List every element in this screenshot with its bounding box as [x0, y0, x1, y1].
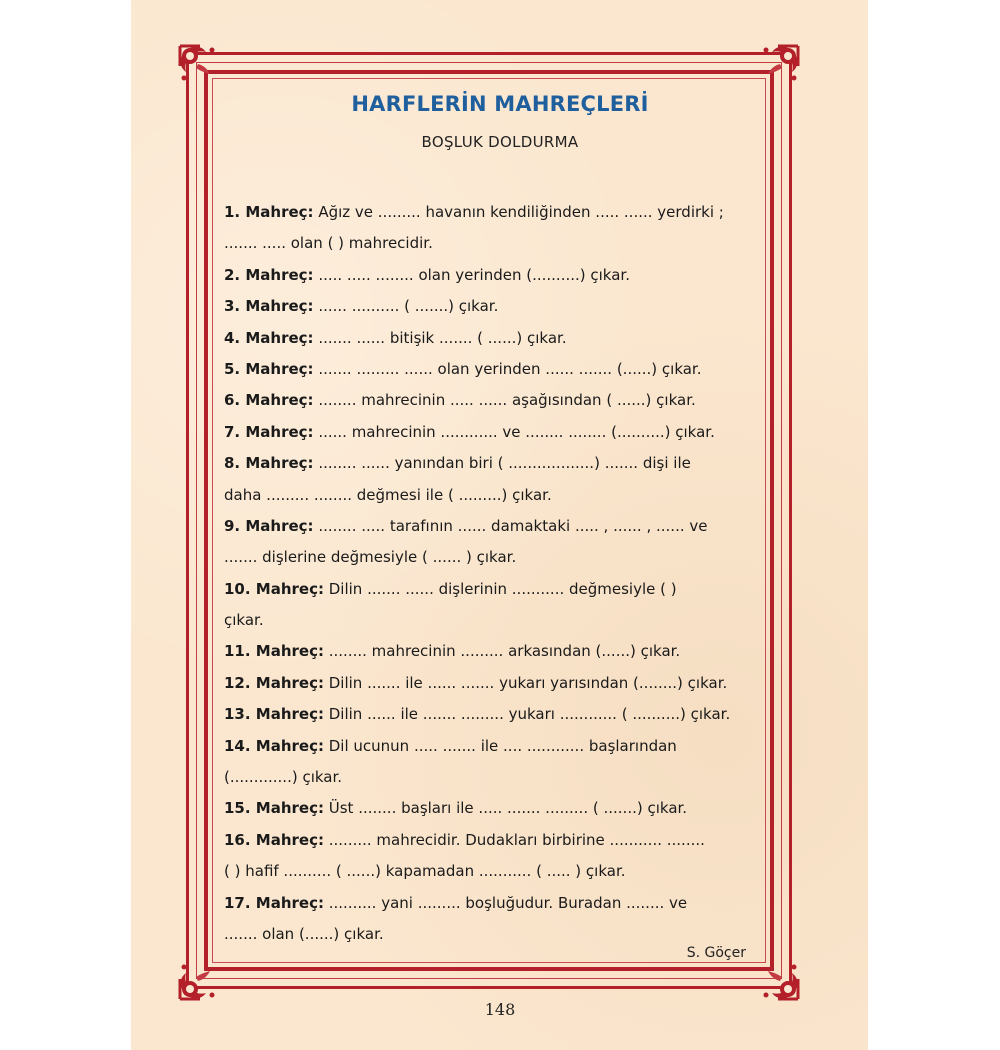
item-text: ........ ...... yanından biri ( ..................) ....... dişi ile — [313, 454, 691, 473]
item-text: daha ......... ........ değmesi ile ( .........) çıkar. — [224, 485, 552, 504]
item-label: 17. Mahreç: — [224, 893, 324, 912]
item-label: 1. Mahreç: — [224, 203, 314, 221]
list-item — [224, 354, 769, 385]
list-item — [224, 636, 769, 667]
item-text: ........ mahrecinin ..... ...... aşağısından ( ......) çıkar. — [313, 391, 696, 410]
list-item — [224, 762, 769, 793]
page-title: HARFLERİN MAHREÇLERİ — [351, 92, 649, 116]
page-subtitle: BOŞLUK DOLDURMA — [421, 133, 579, 151]
list-item — [224, 448, 769, 479]
item-label: 10. Mahreç: — [224, 579, 324, 598]
item-text: ....... ..... olan ( ) mahrecidir. — [224, 234, 433, 253]
list-item — [224, 197, 769, 228]
item-label: 14. Mahreç: — [224, 736, 324, 755]
item-label: 4. Mahreç: — [224, 328, 314, 347]
floral-corner-ornament-icon — [754, 42, 802, 90]
floral-corner-ornament-icon — [176, 955, 224, 1003]
item-label: 15. Mahreç: — [224, 799, 324, 818]
list-item — [224, 574, 769, 605]
item-text: ....... dişlerine değmesiyle ( ...... ) çıkar. — [224, 548, 517, 567]
list-item — [224, 731, 769, 762]
item-text: Dilin ....... ile ...... ....... yukarı yarısından (........) çıkar. — [323, 673, 728, 692]
item-label: 9. Mahreç: — [224, 516, 314, 535]
list-item — [224, 480, 769, 511]
list-item — [224, 511, 769, 542]
item-text: (.............) çıkar. — [224, 768, 343, 787]
list-item — [224, 417, 769, 448]
list-item — [224, 323, 769, 354]
list-item — [224, 605, 769, 636]
item-text: ....... ...... bitişik ....... ( ......) çıkar. — [313, 328, 567, 347]
item-text: ......... mahrecidir. Dudakları birbirine ........... ........ — [323, 830, 705, 849]
list-item — [224, 699, 769, 730]
list-item — [224, 542, 769, 573]
item-text: ........ ..... tarafının ...... damaktaki ..... , ...... , ...... ve — [313, 516, 708, 535]
item-label: 12. Mahreç: — [224, 673, 324, 692]
item-label: 8. Mahreç: — [224, 454, 314, 473]
item-text: ....... olan (......) çıkar. — [224, 924, 384, 943]
item-text: Ağız ve ......... havanın kendiliğinden ..... ...... yerdirki ; — [313, 203, 724, 221]
list-item — [224, 825, 769, 856]
item-label: 3. Mahreç: — [224, 297, 314, 316]
list-item — [224, 228, 769, 259]
item-text: ...... .......... ( .......) çıkar. — [313, 297, 499, 316]
item-text: .......... yani ......... boşluğudur. Buradan ........ ve — [323, 893, 688, 912]
item-text: Dilin ...... ile ....... ......... yukarı ............ ( ..........) çıkar. — [323, 705, 731, 724]
list-item — [224, 385, 769, 416]
fill-in-the-blank-list — [224, 197, 769, 950]
item-text: ........ mahrecinin ......... arkasından (......) çıkar. — [323, 642, 681, 661]
author-signature: S. Göçer — [686, 945, 746, 961]
item-text: Üst ........ başları ile ..... ....... ......... ( .......) çıkar. — [323, 799, 688, 818]
item-text: Dil ucunun ..... ....... ile .... ............ başlarından — [323, 736, 677, 755]
item-label: 11. Mahreç: — [224, 642, 324, 661]
list-item — [224, 856, 769, 887]
list-item — [224, 668, 769, 699]
floral-corner-ornament-icon — [754, 955, 802, 1003]
item-text: ( ) hafif .......... ( ......) kapamadan ........... ( ..... ) çıkar. — [224, 862, 626, 881]
item-text: ..... ..... ........ olan yerinden (..........) çıkar. — [313, 265, 630, 284]
item-text: Dilin ....... ...... dişlerinin ........... değmesiyle ( ) — [323, 579, 677, 598]
item-label: 2. Mahreç: — [224, 265, 314, 284]
page-number: 148 — [484, 1000, 516, 1019]
item-label: 5. Mahreç: — [224, 359, 314, 378]
list-item — [224, 888, 769, 919]
list-item — [224, 793, 769, 824]
item-text: ...... mahrecinin ............ ve ........ ........ (..........) çıkar. — [313, 422, 715, 441]
item-label: 13. Mahreç: — [224, 705, 324, 724]
floral-corner-ornament-icon — [176, 42, 224, 90]
item-label: 7. Mahreç: — [224, 422, 314, 441]
list-item — [224, 291, 769, 322]
item-text: ....... ......... ...... olan yerinden ...... ....... (......) çıkar. — [313, 359, 702, 378]
item-label: 16. Mahreç: — [224, 830, 324, 849]
list-item — [224, 260, 769, 291]
item-label: 6. Mahreç: — [224, 391, 314, 410]
item-text: çıkar. — [224, 611, 264, 630]
